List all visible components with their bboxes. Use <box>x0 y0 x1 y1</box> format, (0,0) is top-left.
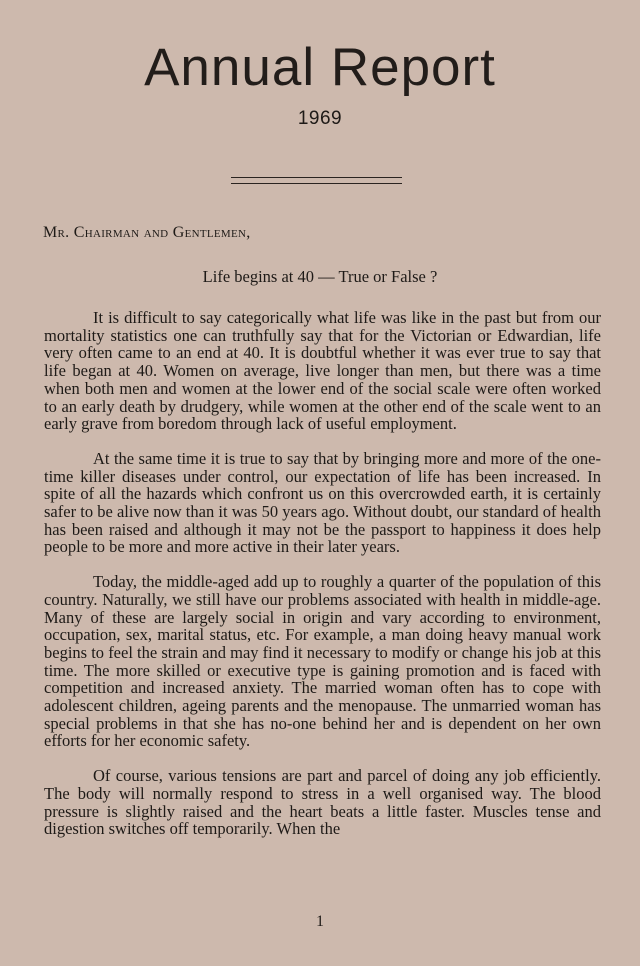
salutation: Mr. Chairman and Gentlemen, <box>43 224 251 241</box>
paragraph: Today, the middle-aged add up to roughly a quarter of the population of this country. Naturally, we still have our problems associated with health in middle-age. Many of these are largely social in origin and vary according to environment, occupation, sex, marital status, etc. For example, a man doing heavy manual work begins to feel the strain and may find it necessary to modify or change his job at this time. The more skilled or executive type is gaining promotion and is faced with competition and increased anxiety. The married woman often has to cope with adolescent children, ageing parents and the menopause. The unmarried woman has special problems in that she has no-one behind her and is dependent on her own efforts for her economic safety. <box>44 572 601 751</box>
double-rule-divider <box>231 177 402 184</box>
section-subtitle: Life begins at 40 — True or False ? <box>202 267 438 286</box>
report-title: Annual Report <box>144 38 496 97</box>
report-year: 1969 <box>297 108 343 129</box>
paragraph: It is difficult to say categorically what life was like in the past but from our mortality statistics one can truthfully say that for the Victorian or Edwardian, life very often came to an end at 40. It is doubtful whether it was ever true to say that life began at 40. Women on average, live longer than men, but there was a time when both men and women at the lower end of the social scale were often worked to an early death by drudgery, while women at the other end of the scale went to an early grave from boredom through lack of useful employment. <box>44 308 601 434</box>
body-text <box>44 309 601 855</box>
paragraph: At the same time it is true to say that by bringing more and more of the one-time killer diseases under control, our expectation of life has been increased. In spite of all the hazards which confront us on this overcrowded earth, it is certainly safer to be alive now than it was 50 years ago. Without doubt, our standard of health has been raised and although it may not be the passport to happiness it does help people to be more and more active in their later years. <box>44 448 601 557</box>
paragraph: Of course, various tensions are part and parcel of doing any job efficiently. The body will normally respond to stress in a well organised way. The blood pressure is slightly raised and the heart beats a little faster. Muscles tense and digestion switches off temporarily. When the <box>44 766 601 839</box>
page-number: 1 <box>316 913 324 930</box>
